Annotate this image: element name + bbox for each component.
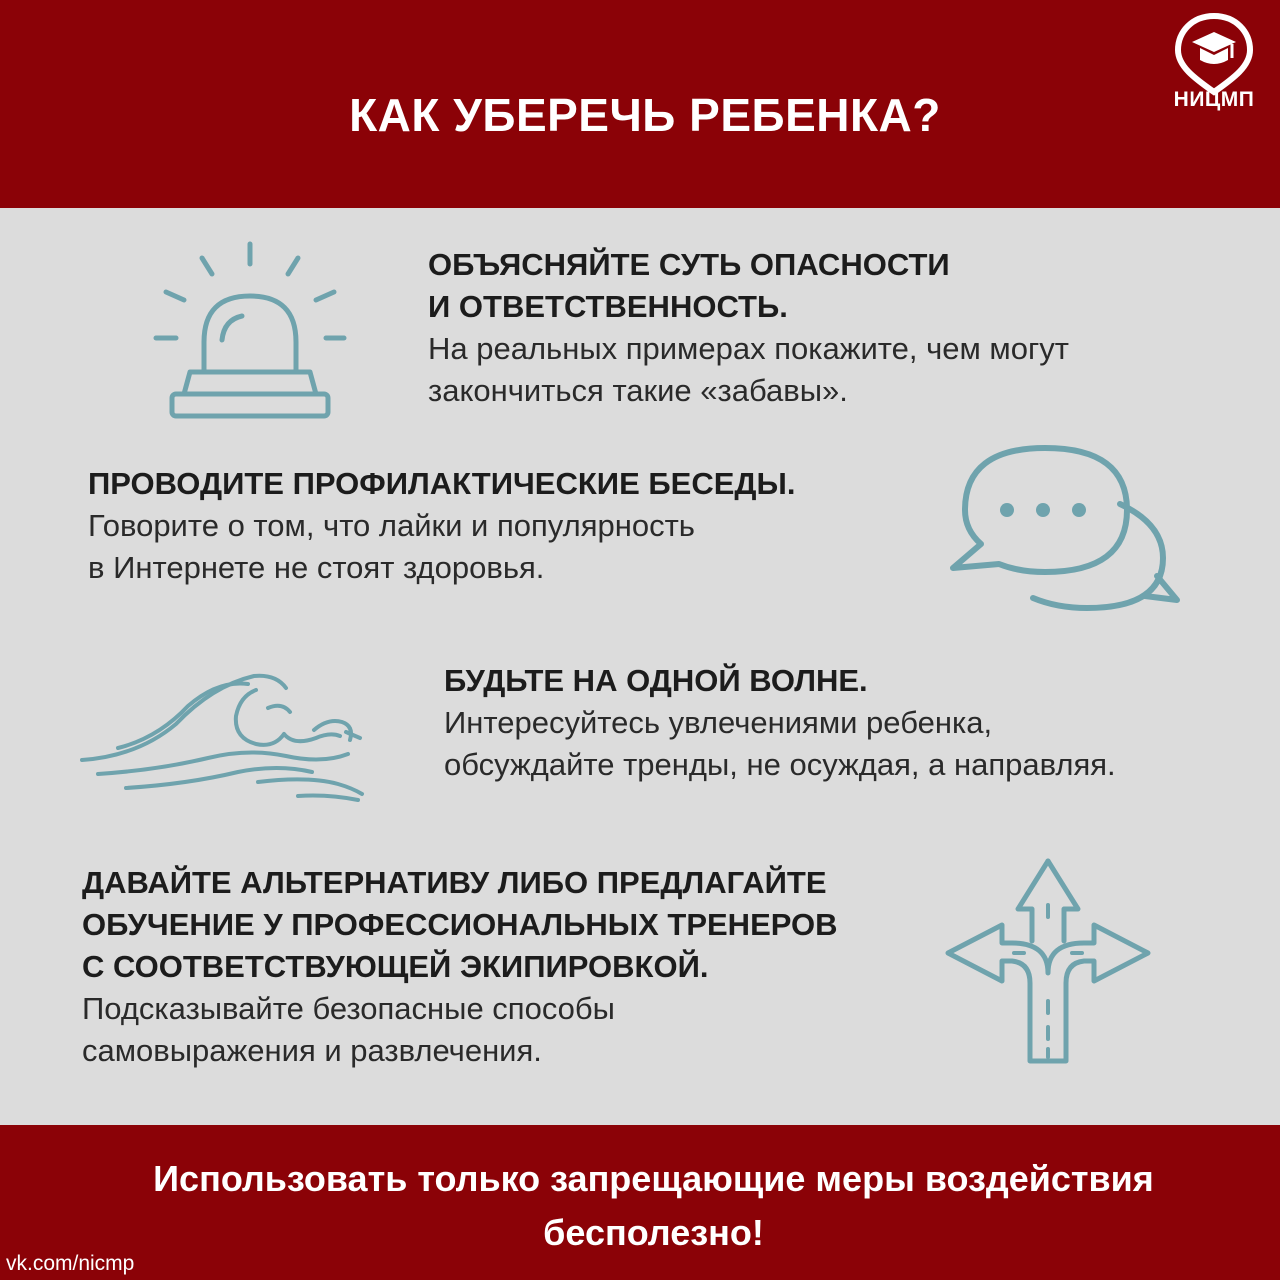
tip-text: закончиться такие «забавы». <box>428 373 848 408</box>
tip-text: На реальных примерах покажите, чем могут <box>428 331 1069 366</box>
tip-text: самовыражения и развлечения. <box>82 1033 542 1068</box>
tip-text: Говорите о том, что лайки и популярность <box>88 508 695 543</box>
tip-alternative <box>82 862 838 1072</box>
footer-line: бесполезно! <box>543 1212 764 1253</box>
tip-heading: ДАВАЙТЕ АЛЬТЕРНАТИВУ ЛИБО ПРЕДЛАГАЙТЕ <box>82 865 827 900</box>
siren-icon <box>150 238 350 423</box>
tip-explain-danger <box>428 244 1069 412</box>
tip-text: Подсказывайте безопасные способы <box>82 991 615 1026</box>
tip-heading: С СООТВЕТСТВУЮЩЕЙ ЭКИПИРОВКОЙ. <box>82 949 709 984</box>
tip-conversations <box>88 463 795 589</box>
footer-message <box>0 1152 1280 1260</box>
tip-text: в Интернете не стоят здоровья. <box>88 550 545 585</box>
tip-heading: БУДЬТЕ НА ОДНОЙ ВОЛНЕ. <box>444 663 868 698</box>
wave-icon <box>78 668 368 808</box>
tip-heading: ОБЪЯСНЯЙТЕ СУТЬ ОПАСНОСТИ <box>428 247 950 282</box>
footer-line: Использовать только запрещающие меры воздействия <box>153 1158 1154 1199</box>
road-arrows-icon <box>942 855 1154 1067</box>
chat-bubbles-icon <box>945 440 1185 615</box>
tip-heading: ОБУЧЕНИЕ У ПРОФЕССИОНАЛЬНЫХ ТРЕНЕРОВ <box>82 907 838 942</box>
tip-heading: И ОТВЕТСТВЕННОСТЬ. <box>428 289 788 324</box>
logo-text: НИЦМП <box>1173 88 1255 111</box>
tip-text: обсуждайте тренды, не осуждая, а направляя. <box>444 747 1116 782</box>
tip-same-wave <box>444 660 1116 786</box>
tip-heading: ПРОВОДИТЕ ПРОФИЛАКТИЧЕСКИЕ БЕСЕДЫ. <box>88 466 796 501</box>
tip-text: Интересуйтесь увлечениями ребенка, <box>444 705 993 740</box>
vk-link[interactable]: vk.com/nicmp <box>6 1252 135 1275</box>
page-title: КАК УБЕРЕЧЬ РЕБЕНКА? <box>349 89 941 141</box>
